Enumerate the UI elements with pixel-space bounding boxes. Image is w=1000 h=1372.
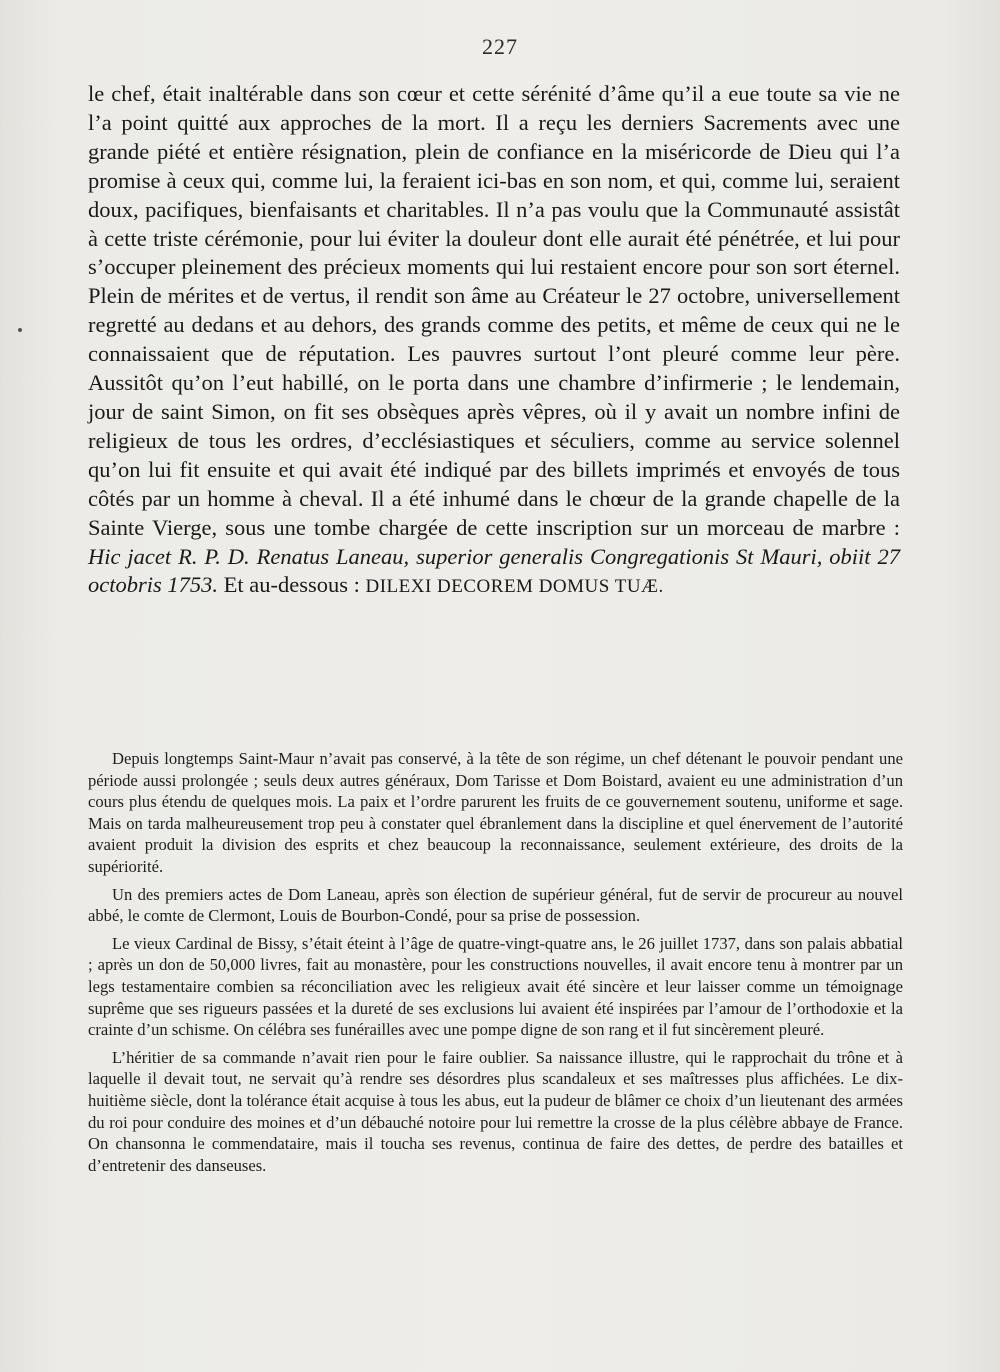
margin-speck — [18, 328, 22, 332]
below-prefix: Et au-dessous : — [223, 572, 360, 598]
latin-motto: DILEXI DECOREM DOMUS TUÆ. — [365, 576, 664, 598]
note-paragraph: L’héritier de sa commande n’avait rien pour le faire oublier. Sa naissance illustre, qui le rapprochait du trône et à laquelle il devait tout, ne servait qu’à rendre ses désordres plus scandaleux et ses maîtresses plus affichées. Le dix-huitième siècle, dont la tolérance était acquise à tous les abus, eut la pudeur de blâmer ce choix d’un lieutenant des armées du roi pour conduire des moines et d’un débauché notoire pour lui remettre la crosse de la plus célèbre abbaye de France. On chansonna le commendataire, mais il toucha ses revenus, continua de faire des dettes, de perdre des batailles et d’entretenir des danseuses. — [88, 1047, 903, 1175]
main-text-block — [88, 80, 900, 602]
footnotes-block — [88, 748, 903, 1182]
note-paragraph: Depuis longtemps Saint-Maur n’avait pas conservé, à la tête de son régime, un chef détenant le pouvoir pendant une période aussi prolongée ; seuls deux autres généraux, Dom Tarisse et Dom Boistard, avaient eu une administration d’un cours plus étendu de quelques mois. La paix et l’ordre parurent les fruits de ce gouvernement soutenu, uniforme et sage. Mais on tarda malheureusement trop peu à constater quel ébranlement dans la discipline et quel énervement de l’autorité avaient produit la division des esprits et chez beaucoup la reconnaissance, seulement extérieure, des droits de la supériorité. — [88, 749, 903, 876]
note-paragraph: Un des premiers actes de Dom Laneau, après son élection de supérieur général, fut de servir de procureur au nouvel abbé, le comte de Clermont, Louis de Bourbon-Condé, pour sa prise de possession. — [88, 884, 903, 926]
main-body-text: le chef, était inaltérable dans son cœur et cette sérénité d’âme qu’il a eue toute sa vie ne l’a point quitté aux approches de la mort. Il a reçu les derniers Sacrements avec une grande piété et entière résignation, plein de confiance en la miséricorde de Dieu qui l’a promise à ceux qui, comme lui, la feraient ici-bas en son nom, et qui, comme lui, seraient doux, pacifiques, bienfaisants et charitables. Il n’a pas voulu que la Communauté assistât à cette triste cérémonie, pour lui éviter la douleur dont elle aurait été pénétrée, et lui pour s’occuper pleinement des précieux moments qui lui restaient encore pour son sort éternel. Plein de mérites et de vertus, il rendit son âme au Créateur le 27 octobre, universellement regretté au dedans et au dehors, des grands comme des petits, et même de ceux qui ne le connaissaient que de réputation. Les pauvres surtout l’ont pleuré comme leur père. Aussitôt qu’on l’eut habillé, on le porta dans une chambre d’infirmerie ; le lendemain, jour de saint Simon, on fit ses obsèques après vêpres, où il y avait un nombre infini de religieux de tous les ordres, d’ecclésiastiques et séculiers, comme au service solennel qu’on lui fit ensuite et qui avait été indiqué par des billets imprimés et envoyés de tous côtés par un homme à cheval. Il a été inhumé dans le chœur de la grande chapelle de la Sainte Vierge, sous une tombe chargée de cette inscription sur un morceau de marbre : — [88, 81, 900, 540]
note-paragraph: Le vieux Cardinal de Bissy, s’était éteint à l’âge de quatre-vingt-quatre ans, le 26 juillet 1737, dans son palais abbatial ; après un don de 50,000 livres, fait au monastère, pour les constructions nouvelles, il avait encore tenu à montrer par un legs testamentaire combien sa réconciliation avec les religieux avait été sincère et leur laisser comme un témoignage suprême que ses rigueurs passées et la dureté de ses exclusions lui avaient été inspirées par l’amour de l’orthodoxie et la crainte d’un schisme. On célébra ses funérailles avec une pompe digne de son rang et il fut sincèrement pleuré. — [88, 933, 903, 1040]
main-paragraph — [88, 80, 900, 602]
latin-inscription: Hic jacet R. P. D. Renatus Laneau, superior generalis Congregationis St Mauri, obiit 27 octobris 1753. — [88, 543, 900, 598]
page-number: 227 — [482, 34, 518, 59]
